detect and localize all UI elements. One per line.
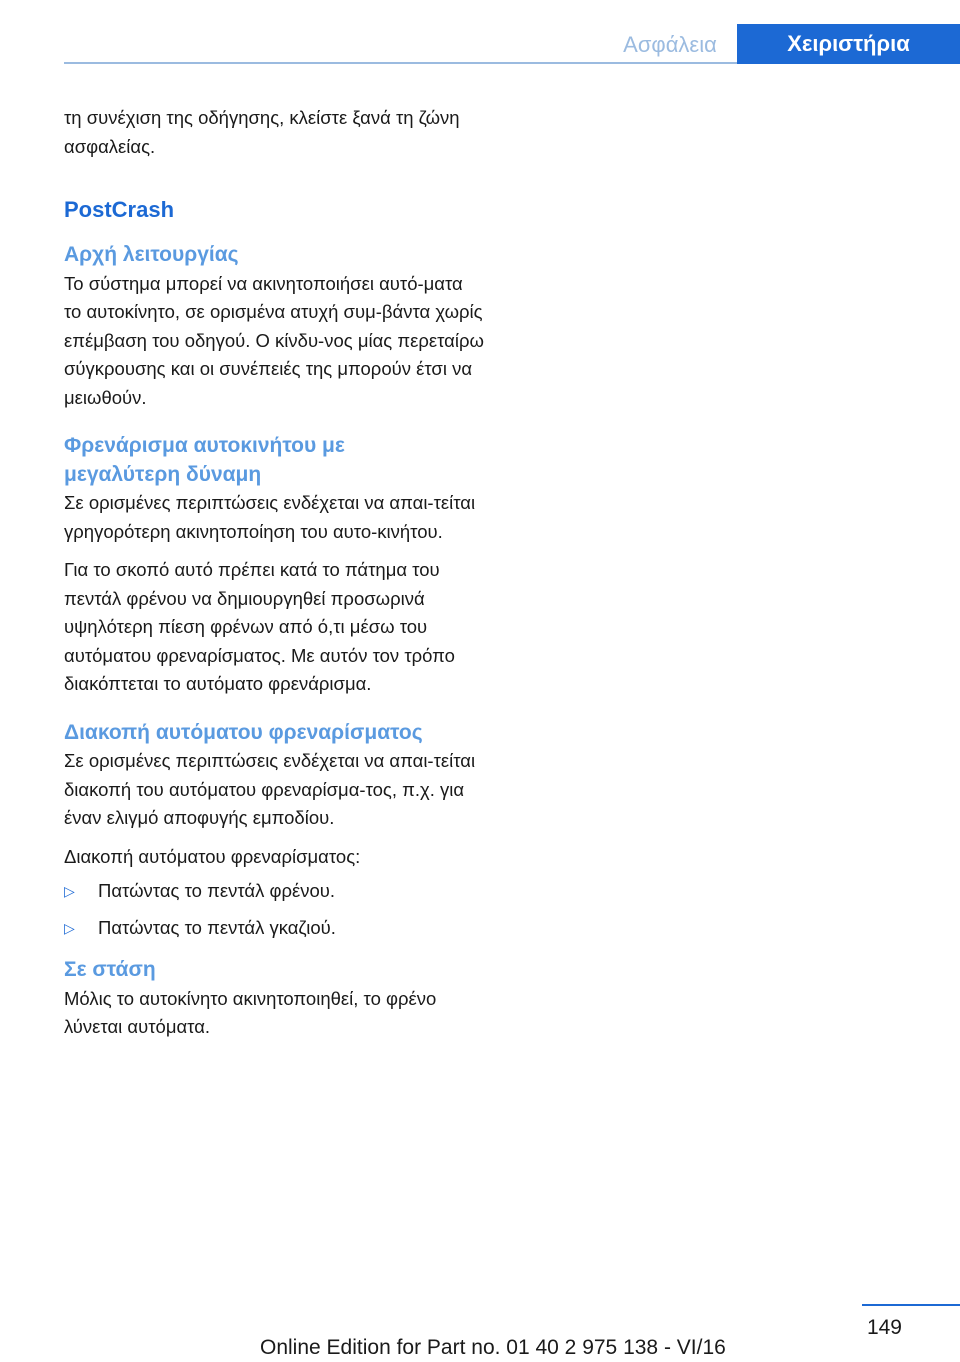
- subheading-stronger-braking-line2: μεγαλύτερη δύναμη: [64, 462, 262, 486]
- standstill-paragraph: Μόλις το αυτοκίνητο ακινητοποιηθεί, το φρένο λύνεται αυτόματα.: [64, 987, 437, 1037]
- subheading-standstill: Σε στάση: [64, 958, 156, 981]
- stronger-braking-paragraph-2: Για το σκοπό αυτό πρέπει κατά το πάτημα του πεντάλ φρένου να δημιουργηθεί προσωρινά υψηλότερη πίεση φρένων από ό,τι μέσω του αυτόματου φρεναρίσματος. Με αυτόν τον τρόπο διακόπτεται το αυτόματο φρενάρισμα.: [64, 559, 455, 694]
- list-item-text: Πατώντας το πεντάλ γκαζιού.: [98, 916, 336, 938]
- principle-paragraph: Το σύστημα μπορεί να ακινητοποιήσει αυτό-ματα το αυτοκίνητο, σε ορισμένα ατυχή συμ-βάντα χωρίς επέμβαση του οδηγού. Ο κίνδυ-νος μίας περεταίρω σύγκρουσης και οι συνέπειές της μπορούν έτσι να μειωθούν.: [64, 272, 484, 408]
- tab-controls[interactable]: Χειριστήρια: [737, 24, 960, 64]
- stronger-braking-paragraph-1: Σε ορισμένες περιπτώσεις ενδέχεται να απαι-τείται γρηγορότερη ακινητοποίηση του αυτο-κινήτου.: [64, 492, 476, 542]
- tab-safety[interactable]: Ασφάλεια: [623, 32, 717, 57]
- page-number-divider: [862, 1304, 960, 1306]
- list-item: [64, 914, 484, 943]
- interrupt-braking-paragraph-2: Διακοπή αυτόματου φρεναρίσματος:: [64, 845, 361, 867]
- triangle-right-icon: ▷: [64, 883, 75, 899]
- subheading-principle: Αρχή λειτουργίας: [64, 243, 239, 266]
- subheading-interrupt-braking: Διακοπή αυτόματου φρεναρίσματος: [64, 720, 423, 744]
- subheading-stronger-braking-line1: Φρενάρισμα αυτοκινήτου με: [64, 434, 345, 457]
- edition-footer: Online Edition for Part no. 01 40 2 975 138 - VI/16: [260, 1336, 726, 1359]
- triangle-right-icon: ▷: [64, 919, 75, 936]
- section-title: PostCrash: [64, 197, 175, 222]
- page-content: [64, 104, 484, 1042]
- page-number: 149: [866, 1316, 902, 1339]
- list-item-text: Πατώντας το πεντάλ φρένου.: [98, 880, 336, 901]
- intro-paragraph: τη συνέχιση της οδήγησης, κλείστε ξανά τη ζώνη ασφαλείας.: [64, 107, 460, 157]
- interrupt-methods-list: [64, 877, 484, 942]
- interrupt-braking-paragraph-1: Σε ορισμένες περιπτώσεις ενδέχεται να απαι-τείται διακοπή του αυτόματου φρεναρίσμα-τος, π.χ. για έναν ελιγμό αποφυγής εμποδίου.: [64, 750, 476, 828]
- subheading-stronger-braking: [64, 432, 484, 489]
- list-item: [64, 877, 484, 906]
